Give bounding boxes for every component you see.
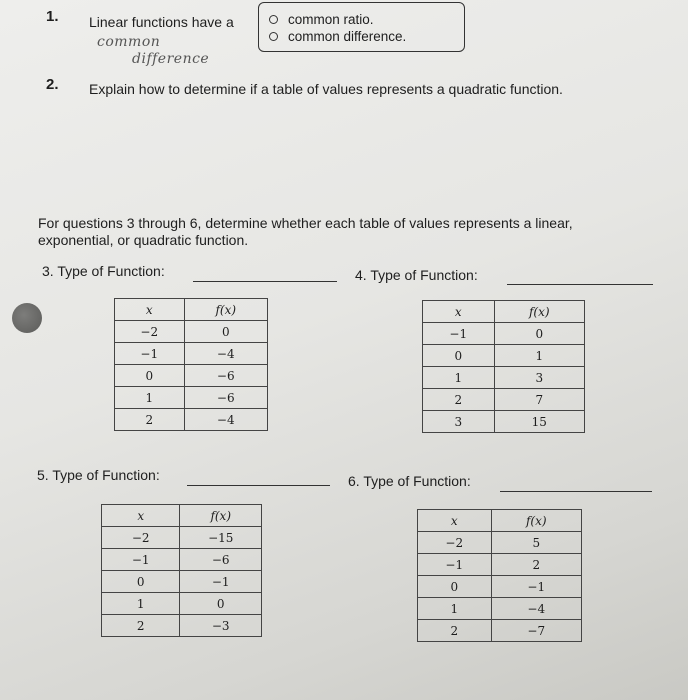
q4-answer-blank[interactable] <box>507 284 653 285</box>
q1-text: Linear functions have a <box>89 14 234 30</box>
q6-header-fx: f(x) <box>491 510 581 532</box>
q1-handwritten-common: common <box>97 34 161 50</box>
q1-choice-box[interactable] <box>258 2 465 52</box>
table-row: 0 −6 <box>115 365 268 387</box>
q1-number: 1. <box>46 8 59 25</box>
q5-header-x: x <box>102 505 180 527</box>
table-row: 0 −1 <box>418 576 582 598</box>
table-row: −2 0 <box>115 321 268 343</box>
q3-header-fx: f(x) <box>184 299 267 321</box>
q5-header-fx: f(x) <box>180 505 262 527</box>
table-row: 2 −7 <box>418 620 582 642</box>
table-row: 2 7 <box>423 389 585 411</box>
q1-option-ratio[interactable]: common ratio. <box>269 12 374 27</box>
q5-table <box>101 504 262 637</box>
table-row: 0 −1 <box>102 571 262 593</box>
q4-header-fx: f(x) <box>494 301 584 323</box>
radio-circle-icon[interactable] <box>269 15 278 24</box>
table-row: 2 −4 <box>115 409 268 431</box>
table-row: −1 2 <box>418 554 582 576</box>
table-row: −1 0 <box>423 323 585 345</box>
table-row: 1 3 <box>423 367 585 389</box>
q5-label: 5. Type of Function: <box>37 467 160 483</box>
radio-circle-icon[interactable] <box>269 32 278 41</box>
q6-table <box>417 509 582 642</box>
instructions-line-2: exponential, or quadratic function. <box>38 232 249 248</box>
table-row: 2 −3 <box>102 615 262 637</box>
q2-number: 2. <box>46 76 59 93</box>
instructions-line-1: For questions 3 through 6, determine whether each table of values represents a linear, <box>38 215 573 231</box>
table-row: −1 −6 <box>102 549 262 571</box>
table-row: −1 −4 <box>115 343 268 365</box>
q3-table <box>114 298 268 431</box>
q2-text: Explain how to determine if a table of values represents a quadratic function. <box>89 81 563 97</box>
q5-answer-blank[interactable] <box>187 485 330 486</box>
q3-answer-blank[interactable] <box>193 281 337 282</box>
table-row: −2 −15 <box>102 527 262 549</box>
q3-header-x: x <box>115 299 185 321</box>
table-row: 0 1 <box>423 345 585 367</box>
table-row: 3 15 <box>423 411 585 433</box>
q4-label: 4. Type of Function: <box>355 267 478 283</box>
q3-label: 3. Type of Function: <box>42 263 165 279</box>
q1-option-difference[interactable]: common difference. <box>269 29 406 44</box>
q6-answer-blank[interactable] <box>500 491 652 492</box>
table-row: 1 −4 <box>418 598 582 620</box>
hole-punch <box>12 303 42 333</box>
table-row: −2 5 <box>418 532 582 554</box>
table-row: 1 0 <box>102 593 262 615</box>
table-row: 1 −6 <box>115 387 268 409</box>
q6-label: 6. Type of Function: <box>348 473 471 489</box>
q1-handwritten-difference: difference <box>132 51 210 67</box>
q4-table <box>422 300 585 433</box>
q6-header-x: x <box>418 510 492 532</box>
q4-header-x: x <box>423 301 495 323</box>
